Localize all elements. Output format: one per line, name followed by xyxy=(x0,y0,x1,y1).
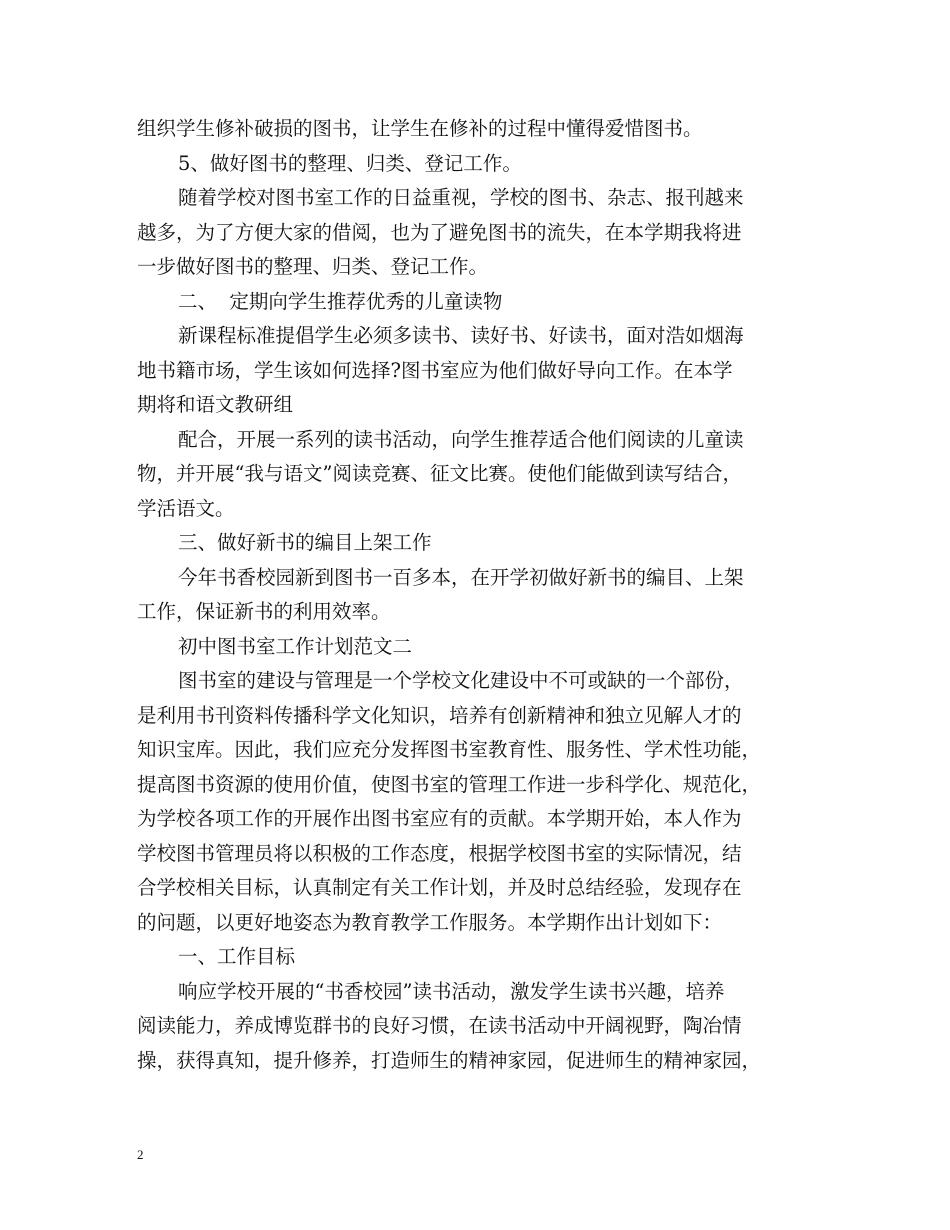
text-line: 学校图书管理员将以积极的工作态度，根据学校图书室的实际情况，结 xyxy=(137,841,742,865)
section-heading: 一、工作目标 xyxy=(178,945,296,968)
paragraph-start: 今年书香校园新到图书一百多本，在开学初做好新书的编目、上架 xyxy=(178,565,744,589)
text-line: 工作，保证新书的利用效率。 xyxy=(137,600,391,623)
paragraph-start: 随着学校对图书室工作的日益重视，学校的图书、杂志、报刊越来 xyxy=(178,186,744,209)
paragraph-start: 新课程标准提倡学生必须多读书、读好书、好读书，面对浩如烟海 xyxy=(178,324,744,347)
text-line: 物，并开展“我与语文”阅读竞赛、征文比赛。使他们能做到读写结合， xyxy=(137,462,742,485)
text-line: 阅读能力，养成博览群书的良好习惯，在读书活动中开阔视野，陶冶情 xyxy=(137,1014,742,1037)
section-item: 5、做好图书的整理、归类、登记工作。 xyxy=(178,151,522,175)
paragraph-start: 配合，开展一系列的读书活动，向学生推荐适合他们阅读的儿童读 xyxy=(178,427,744,451)
text-line: 地书籍市场，学生该如何选择?图书室应为他们做好导向工作。在本学 xyxy=(137,358,733,382)
document-subtitle: 初中图书室工作计划范文二 xyxy=(178,634,413,658)
text-line: 越多，为了方便大家的借阅，也为了避免图书的流失，在本学期我将进 xyxy=(137,220,742,244)
text-line: 合学校相关目标，认真制定有关工作计划，并及时总结经验，发现存在 xyxy=(137,876,742,899)
text-line: 组织学生修补破损的图书，让学生在修补的过程中懂得爱惜图书。 xyxy=(137,117,703,140)
text-line: 期将和语文教研组 xyxy=(137,393,294,416)
paragraph-start: 响应学校开展的“书香校园”读书活动，激发学生读书兴趣，培养 xyxy=(178,979,725,1003)
section-heading: 三、做好新书的编目上架工作 xyxy=(178,531,432,554)
text-line: 知识宝库。因此，我们应充分发挥图书室教育性、服务性、学术性功能， xyxy=(137,738,762,761)
text-line: 的问题，以更好地姿态为教育教学工作服务。本学期作出计划如下： xyxy=(137,910,723,934)
document-body xyxy=(137,112,827,1078)
text-line: 学活语文。 xyxy=(137,496,235,520)
section-heading: 二、 定期向学生推荐优秀的儿童读物 xyxy=(178,289,503,313)
text-line: 一步做好图书的整理、归类、登记工作。 xyxy=(137,255,489,278)
text-line: 提高图书资源的使用价值，使图书室的管理工作进一步科学化、规范化， xyxy=(137,772,762,796)
text-line: 是利用书刊资料传播科学文化知识，培养有创新精神和独立见解人才的 xyxy=(137,703,742,727)
paragraph-start: 图书室的建设与管理是一个学校文化建设中不可或缺的一个部份， xyxy=(178,669,744,692)
page-number: 2 xyxy=(137,1147,144,1162)
text-line: 操，获得真知，提升修养，打造师生的精神家园，促进师生的精神家园， xyxy=(137,1048,762,1072)
text-line: 为学校各项工作的开展作出图书室应有的贡献。本学期开始，本人作为 xyxy=(137,807,742,830)
